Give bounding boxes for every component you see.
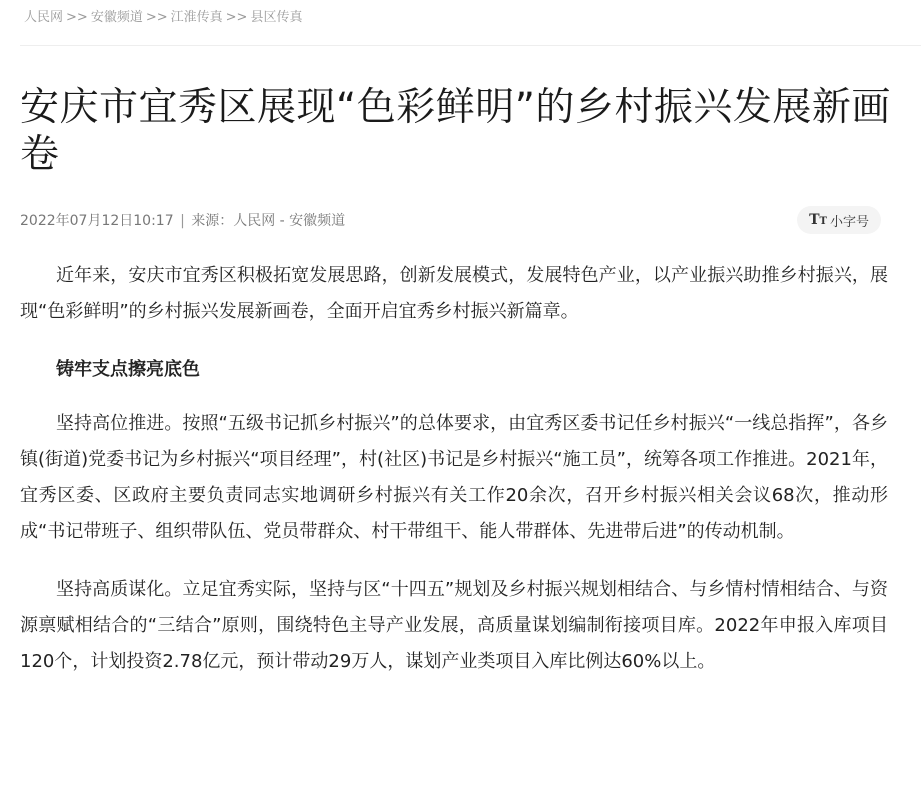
breadcrumb-separator: >> (225, 10, 248, 25)
breadcrumb (24, 6, 302, 25)
source-link[interactable]: 人民网 - 安徽频道 (233, 213, 346, 229)
breadcrumb-item-jianghuai-news[interactable]: 江淮传真 (170, 10, 223, 25)
publish-datetime: 2022年07月12日10:17 (20, 213, 174, 229)
article-paragraph: 坚持高质谋化。立足宜秀实际，坚持与区“十四五”规划及乡村振兴规划相结合、与乡情村情相结合、与资源禀赋相结合的“三结合”原则，围绕特色主导产业发展，高质量谋划编制衔接项目库。2022年申报入库项目120个，计划投资2.78亿元，预计带动29万人，谋划产业类项目入库比例达60%以上。 (20, 579, 888, 672)
section-heading: 铸牢支点擦亮底色 (56, 359, 200, 380)
breadcrumb-item-anhui-channel[interactable]: 安徽频道 (90, 10, 143, 25)
font-size-toggle-label: 小字号 (829, 214, 869, 230)
article-title: 安庆市宜秀区展现“色彩鲜明”的乡村振兴发展新画卷 (20, 85, 891, 177)
breadcrumb-separator: >> (66, 10, 88, 25)
text-size-icon: TT (809, 212, 827, 228)
breadcrumb-separator: >> (145, 10, 168, 25)
article-meta (20, 210, 345, 230)
breadcrumb-item-county-news[interactable]: 县区传真 (250, 10, 303, 25)
source-label: 来源： (191, 213, 234, 229)
font-size-toggle-button[interactable] (797, 206, 881, 234)
header-divider (20, 45, 921, 46)
article-paragraph: 坚持高位推进。按照“五级书记抓乡村振兴”的总体要求，由宜秀区委书记任乡村振兴“一线总指挥”，各乡镇(街道)党委书记为乡村振兴“项目经理”，村(社区)书记是乡村振兴“施工员”，统筹各项工作推进。2021年，宜秀区委、区政府主要负责同志实地调研乡村振兴有关工作20余次，召开乡村振兴相关会议68次，推动形成“书记带班子、组织带队伍、党员带群众、村干带组干、能人带群体、先进带后进”的传动机制。 (20, 413, 888, 542)
breadcrumb-item-people-daily[interactable]: 人民网 (24, 10, 64, 25)
article-paragraph: 近年来，安庆市宜秀区积极拓宽发展思路，创新发展模式，发展特色产业，以产业振兴助推乡村振兴，展现“色彩鲜明”的乡村振兴发展新画卷，全面开启宜秀乡村振兴新篇章。 (20, 265, 888, 322)
article-body (20, 258, 888, 702)
meta-divider: | (180, 213, 185, 229)
